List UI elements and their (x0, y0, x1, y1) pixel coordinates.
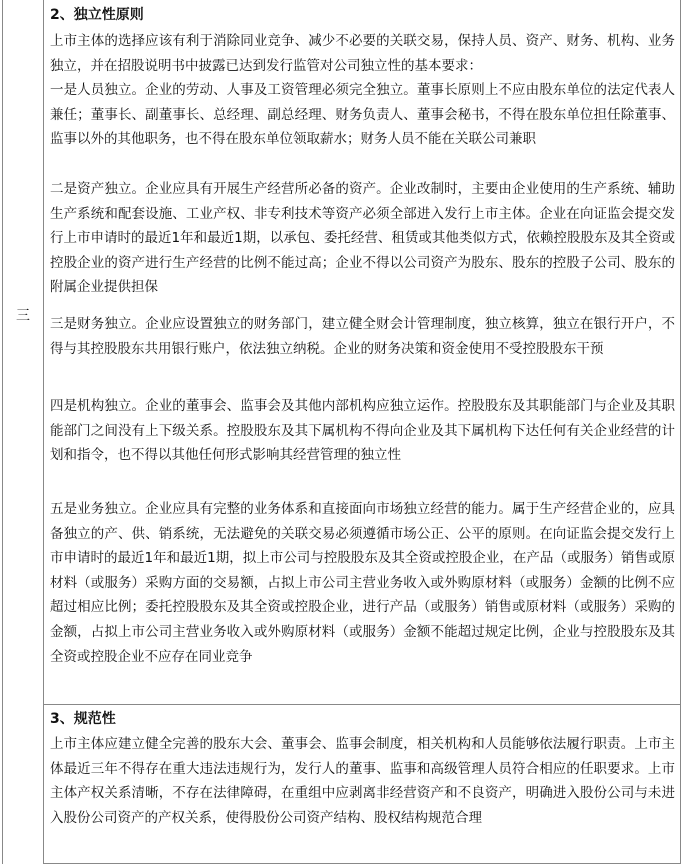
section-title: 2、独立性原则 (50, 7, 144, 23)
paragraph-assets: 二是资产独立。企业应具有开展生产经营所必备的资产。企业改制时，主要由企业使用的生产系统、辅助生产系统和配套设施、工业产权、非专利技术等资产必须全部进入发行上市主体。企业在向证监会提交发行上市申请时的最近1年和最近1期，以承包、委托经营、租赁或其他类似方式，依赖控股股东及其全资或控股企业的资产进行生产经营的比例不能过高；企业不得以公司资产为股东、股东的控股子公司、股东的附属企业提供担保 (50, 181, 675, 296)
paragraph-finance: 三是财务独立。企业应设置独立的财务部门，建立健全财会计管理制度，独立核算，独立在银行开户，不得与其控股股东共用银行账户，依法独立纳税。企业的财务决策和资金使用不受控股股东干预 (50, 316, 675, 357)
row-number-cell (2, 0, 44, 864)
paragraph-intro: 上市主体的选择应该有利于消除同业竞争、减少不必要的关联交易，保持人员、资产、财务、机构、业务独立，并在招股说明书中披露已达到发行监管对公司独立性的基本要求： (50, 33, 675, 74)
paragraph-personnel: 一是人员独立。企业的劳动、人事及工资管理必须完全独立。董事长原则上不应由股东单位的法定代表人兼任；董事长、副董事长、总经理、副总经理、财务负责人、董事会秘书，不得在股东单位担任除董事、监事以外的其他职务，也不得在股东单位领取薪水；财务人员不能在关联公司兼职 (50, 82, 675, 148)
paragraph-compliance: 上市主体应建立健全完善的股东大会、董事会、监事会制度，相关机构和人员能够依法履行职责。上市主体最近三年不得存在重大违法违规行为，发行人的董事、监事和高级管理人员符合相应的任职要求。上市主体产权关系清晰，不存在法律障碍，在重组中应剥离非经营资产和不良资产，明确进入股份公司与未进入股份公司资产的产权关系，使得股份公司资产结构、股权结构规范合理 (50, 736, 675, 826)
row-number: 三 (16, 308, 30, 324)
section-compliance (43, 705, 680, 864)
paragraph-business: 五是业务独立。企业应具有完整的业务体系和直接面向市场独立经营的能力。属于生产经营企业的，应具备独立的产、供、销系统，无法避免的关联交易必须遵循市场公正、公平的原则。在向证监会提交发行上市申请时的最近1年和最近1期，拟上市公司与控股股东及其全资或控股企业，在产品（或服务）销售或原材料（或服务）采购方面的交易额，占拟上市公司主营业务收入或外购原材料（或服务）金额的比例不应超过相应比例；委托控股股东及其全资或控股企业，进行产品（或服务）销售或原材料（或服务）采购的金额，占拟上市公司主营业务收入或外购原材料（或服务）金额不能超过规定比例，企业与控股股东及其全资或控股企业不应存在同业竞争 (50, 501, 675, 665)
content-cell (43, 0, 681, 864)
section-independence (43, 0, 680, 705)
section-title: 3、规范性 (50, 711, 116, 727)
paragraph-organization: 四是机构独立。企业的董事会、监事会及其他内部机构应独立运作。控股股东及其职能部门与企业及其职能部门之间没有上下级关系。控股股东及其下属机构不得向企业及其下属机构下达任何有关企业经营的计划和指令，也不得以其他任何形式影响其经营管理的独立性 (50, 398, 675, 464)
